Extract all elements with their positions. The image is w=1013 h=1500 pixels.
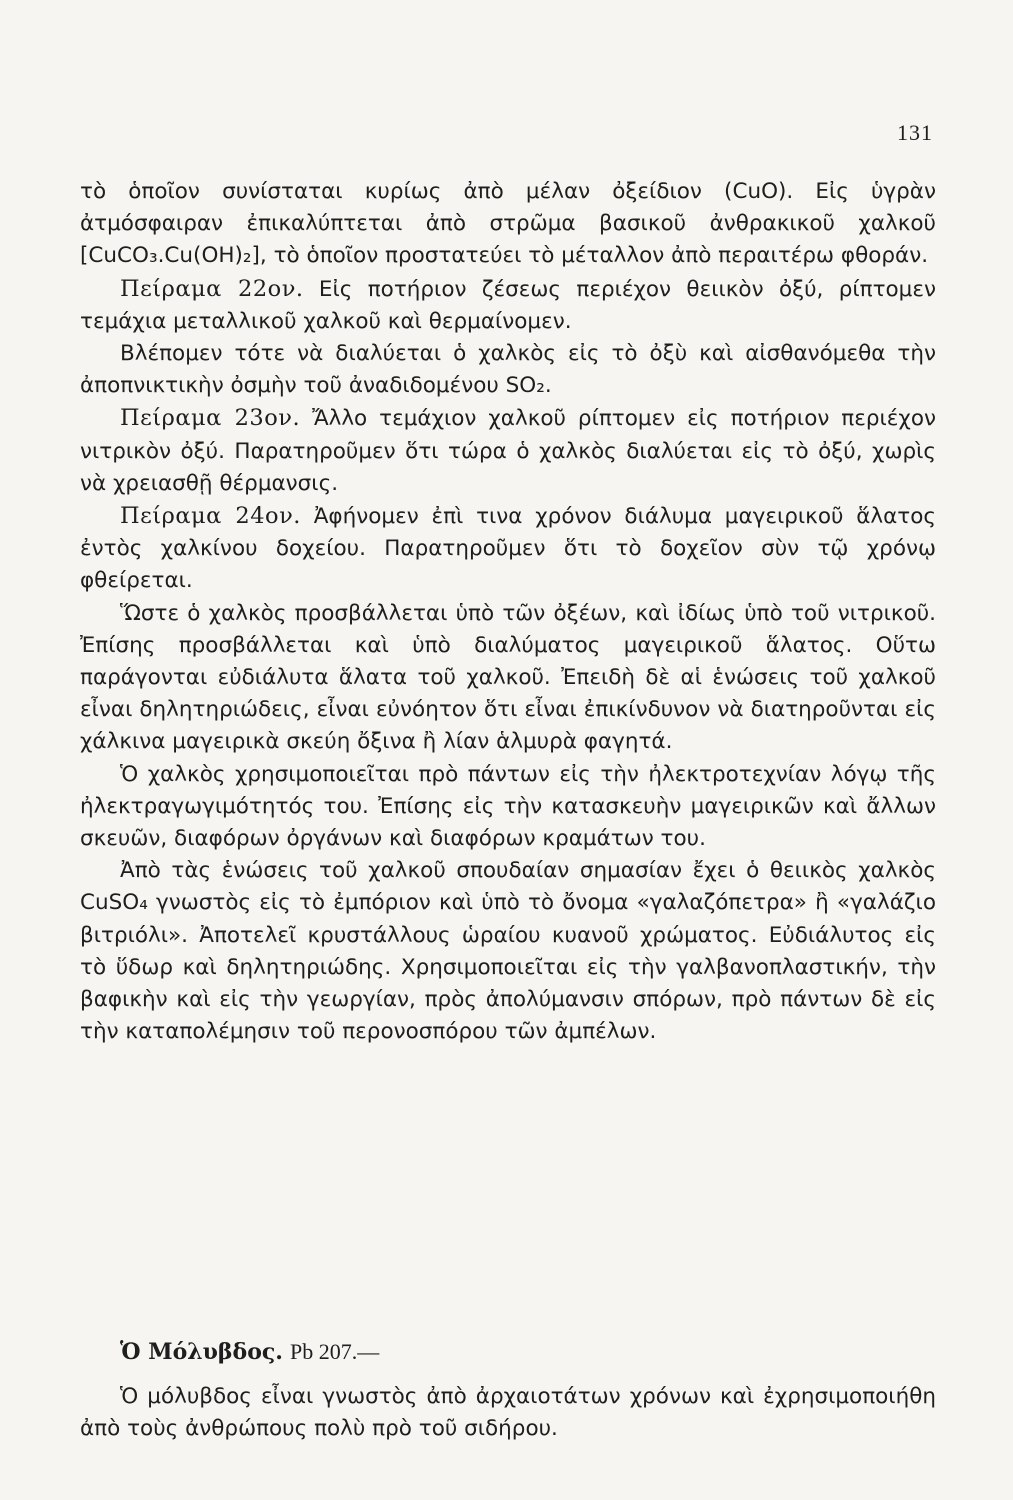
section-paragraph: Ὁ μόλυβδος εἶναι γνωστὸς ἀπὸ ἀρχαιοτάτων χρόνων καὶ ἐχρησιμοποιήθη ἀπὸ τοὺς ἀνθρώπους πολὺ πρὸ τοῦ σιδήρου. (80, 1384, 936, 1442)
paragraph-text: Ὥστε ὁ χαλκὸς προσβάλλεται ὑπὸ τῶν ὀξέων, καὶ ἰδίως ὑπὸ τοῦ νιτρικοῦ. Ἐπίσης προσβάλλεται καὶ ὑπὸ διαλύματος μαγειρικοῦ ἅλατος. Οὕτω παράγονται εὐδιάλυτα ἅλατα τοῦ χαλκοῦ. Ἐπειδὴ δὲ αἱ ἑνώσεις τοῦ χαλκοῦ εἶναι δηλητηριώδεις, εἶναι εὐνόητον ὅτι εἶναι ἐπικίνδυνον νὰ διατηροῦνται εἰς χάλκινα μαγειρικὰ σκεύη ὄξινα ἢ λίαν ἁλμυρὰ φαγητά. (80, 600, 936, 755)
paragraph-text: Ἀφήνομεν ἐπὶ τινα χρόνον διάλυμα μαγειρικοῦ ἅλατος ἐντὸς χαλκίνου δοχείου. Παρατηροῦμεν ὅτι τὸ δοχεῖον σὺν τῷ χρόνῳ φθείρεται. (80, 504, 937, 594)
paragraph-text: Ὁ χαλκὸς χρησιμοποιεῖται πρὸ πάντων εἰς τὴν ἠλεκτροτεχνίαν λόγῳ τῆς ἠλεκτραγωγιμότητός του. Ἐπίσης εἰς τὴν κατασκευὴν μαγειρικῶν καὶ ἄλλων σκευῶν, διαφόρων ὀργάνων καὶ διαφόρων κραμάτων του. (80, 761, 936, 852)
paragraph-text: Εἰς ποτήριον ζέσεως περιέχον θειικὸν ὀξύ, ρίπτομεν τεμάχια μεταλλικοῦ χαλκοῦ καὶ θερμαίνομεν. (80, 276, 936, 334)
experiment-label: Πείραμα 24ον. (120, 503, 301, 530)
experiment-paragraph (80, 500, 936, 598)
experiment-paragraph (80, 273, 936, 338)
paragraph (80, 598, 936, 759)
paragraph (80, 176, 936, 273)
lead-section (80, 1336, 936, 1445)
paragraph-text: τὸ ὁποῖον συνίσταται κυρίως ἀπὸ μέλαν ὀξείδιον (CuO). Εἰς ὑγρὰν ἀτμόσφαιραν ἐπικαλύπτεται ἀπὸ στρῶμα βασικοῦ ἀνθρακικοῦ χαλκοῦ [CuCO₃.Cu(OH)₂], τὸ ὁποῖον προστατεύει τὸ μέταλλον ἀπὸ περαιτέρω φθοράν. (80, 179, 936, 269)
paragraph (80, 855, 936, 1048)
paragraph-text: Ἄλλο τεμάχιον χαλκοῦ ρίπτομεν εἰς ποτήριον περιέχον νιτρικὸν ὀξύ. Παρατηροῦμεν ὅτι τώρα ὁ χαλκὸς διαλύεται εἰς τὸ ὀξύ, χωρὶς νὰ χρειασθῇ θέρμανσις. (80, 406, 937, 496)
section-title: Ὁ Μόλυβδος. (120, 1339, 283, 1365)
paragraph-text: Ἀπὸ τὰς ἑνώσεις τοῦ χαλκοῦ σπουδαίαν σημασίαν ἔχει ὁ θειικὸς χαλκὸς CuSO₄ γνωστὸς εἰς τὸ ἐμπόριον καὶ ὑπὸ τὸ ὄνομα «γαλαζόπετρα» ἢ «γαλάζιο βιτριόλι». Ἀποτελεῖ κρυστάλλους ὡραίου κυανοῦ χρώματος. Εὐδιάλυτος εἰς τὸ ὕδωρ καὶ δηλητηριώδης. Χρησιμοποιεῖται εἰς τὴν γαλβανοπλαστικήν, τὴν βαφικὴν καὶ εἰς τὴν γεωργίαν, πρὸς ἀπολύμανσιν σπόρων, πρὸ πάντων δὲ εἰς τὴν καταπολέμησιν τοῦ περονοσπόρου τῶν ἀμπέλων. (80, 858, 936, 1045)
page-number: 131 (897, 120, 933, 145)
section-heading (120, 1336, 936, 1369)
experiment-label: Πείραμα 22ον. (120, 275, 304, 302)
body-text (80, 176, 936, 1048)
paragraph (80, 759, 936, 856)
paragraph (80, 338, 936, 402)
paragraph-text: Βλέπομεν τότε νὰ διαλύεται ὁ χαλκὸς εἰς τὸ ὀξὺ καὶ αἰσθανόμεθα τὴν ἀποπνικτικὴν ὀσμὴν τοῦ ἀναδιδομένου SO₂. (80, 341, 936, 399)
section-formula: Pb 207.— (289, 1339, 380, 1364)
experiment-paragraph (80, 402, 936, 500)
experiment-label: Πείραμα 23ον. (120, 405, 301, 432)
